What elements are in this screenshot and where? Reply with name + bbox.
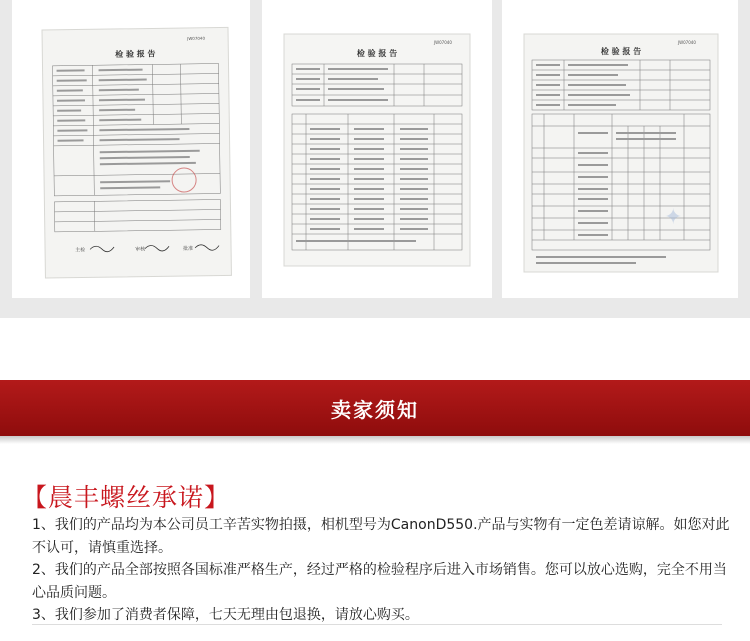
promise-heading: 【晨丰螺丝承诺】 xyxy=(22,483,231,512)
report-no-1: JW07040 xyxy=(187,35,206,41)
report-card-3[interactable] xyxy=(502,0,738,298)
notice-item-3: 3、我们参加了消费者保障，七天无理由包退换，请放心购买。 xyxy=(32,607,419,623)
report-title-1: 检 验 报 告 xyxy=(115,49,156,59)
notice-item-2: 2、我们的产品全部按照各国标准严格生产，经过严格的检验程序后进入市场销售。您可以放心选购，完全不用当心品质问题。 xyxy=(32,562,727,601)
report-image-2 xyxy=(262,0,492,298)
report-no-2: JW07040 xyxy=(434,40,452,45)
banner-title: 卖家须知 xyxy=(331,398,419,422)
signer-label-1c: 批准 xyxy=(183,245,194,253)
notice-item-1: 1、我们的产品均为本公司员工辛苦实物拍摄，相机型号为CanonD550.产品与实物有一定色差请谅解。如您对此不认可，请慎重选择。 xyxy=(32,517,730,556)
watermark-icon: ✦ xyxy=(664,205,683,230)
report-image-1 xyxy=(12,0,250,298)
report-card-2[interactable] xyxy=(262,0,492,298)
report-title-3: 检 验 报 告 xyxy=(600,47,642,56)
signer-label-1b: 审核 xyxy=(135,246,146,253)
report-title-2: 检 验 报 告 xyxy=(356,49,398,58)
report-card-1[interactable] xyxy=(12,0,250,298)
report-no-3: JW07040 xyxy=(678,40,696,45)
divider xyxy=(32,624,722,625)
seller-notice-banner xyxy=(0,380,750,436)
report-image-3 xyxy=(502,0,738,298)
signer-label-1a: 主检 xyxy=(75,247,86,254)
notice-list xyxy=(32,514,737,627)
banner-shadow xyxy=(0,436,750,444)
report-gallery xyxy=(0,0,750,318)
